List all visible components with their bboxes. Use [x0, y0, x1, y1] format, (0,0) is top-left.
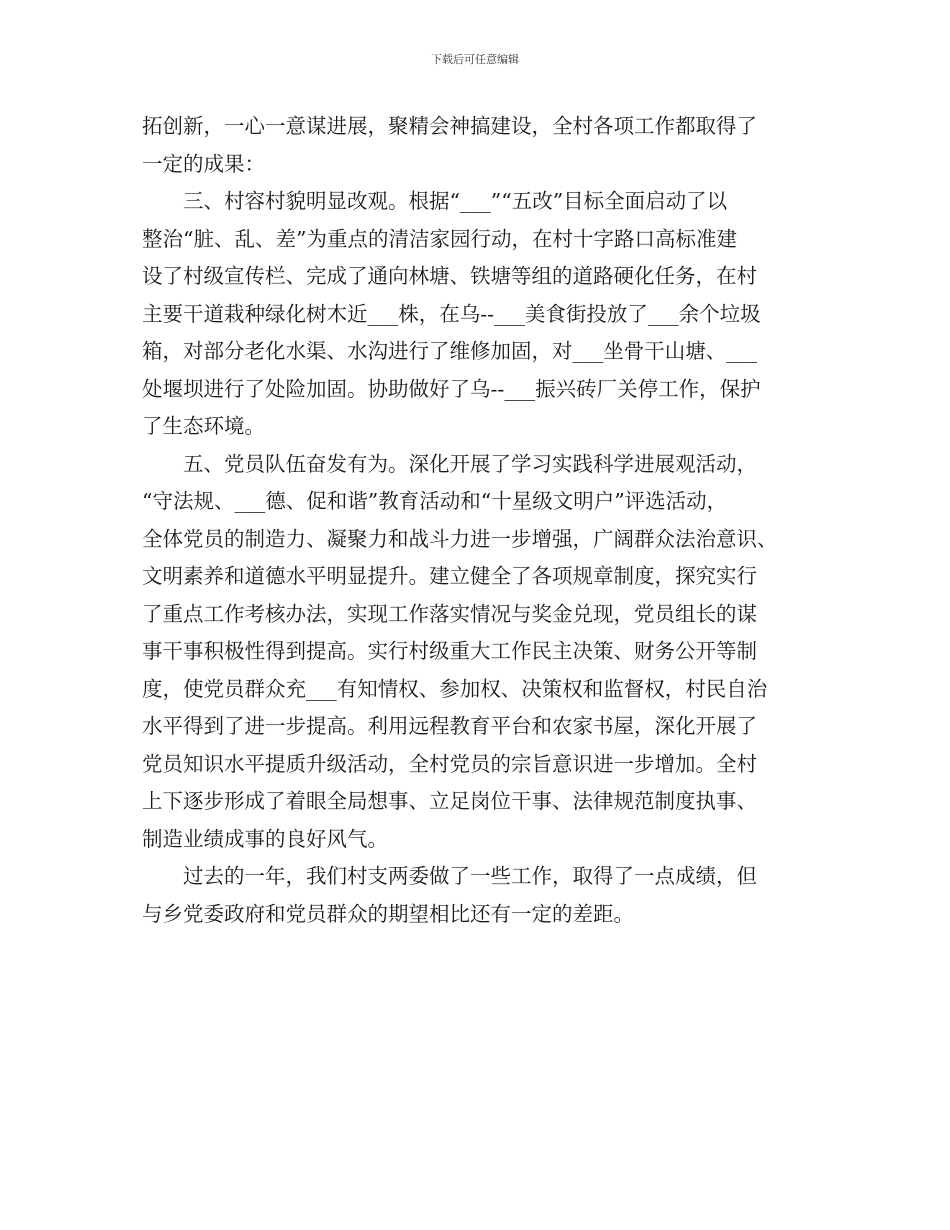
paragraph-conclusion: [142, 858, 827, 933]
text-line: 度，使党员群众充___有知情权、参加权、决策权和监督权，村民自治: [142, 676, 768, 701]
text-line: 制造业绩成事的良好风气。: [142, 826, 388, 851]
paragraph-party-members: [142, 446, 827, 859]
page-header: 下载后可任意编辑: [431, 53, 519, 66]
text-line: 了生态环境。: [142, 414, 265, 438]
text-line: 水平得到了进一步提高。利用远程教育平台和农家书屋，深化开展了: [142, 714, 757, 738]
text-line: “守法规、___德、促和谐”教育活动和“十星级文明户”评选活动，: [142, 489, 728, 513]
paragraph-village-appearance: [142, 183, 827, 446]
text-line: 五、党员队伍奋发有为。深化开展了学习实践科学进展观活动，: [142, 451, 757, 476]
text-line: 三、村容村貌明显改观。根据“___”“五改”目标全面启动了以: [142, 189, 728, 213]
document-body: [142, 108, 827, 933]
text-line: 事干事积极性得到提高。实行村级重大工作民主决策、财务公开等制: [142, 639, 757, 663]
text-line: 全体党员的制造力、凝聚力和战斗力进一步增强，广阔群众法治意识、: [142, 526, 778, 551]
text-line: 箱，对部分老化水渠、水沟进行了维修加固，对___坐骨干山塘、___: [142, 339, 757, 363]
text-line: 整治“脏、乱、差”为重点的清洁家园行动，在村十字路口高标准建: [142, 226, 737, 251]
text-line: 了重点工作考核办法，实现工作落实情况与奖金兑现，党员组长的谋: [142, 601, 757, 626]
text-line: 主要干道栽种绿化树木近___株，在乌--___美食街投放了___余个垃圾: [142, 301, 761, 326]
text-line: 拓创新，一心一意谋进展，聚精会神搞建设，全村各项工作都取得了: [142, 114, 757, 138]
text-line: 过去的一年，我们村支两委做了一些工作，取得了一点成绩，但: [142, 864, 757, 888]
text-line: 与乡党委政府和党员群众的期望相比还有一定的差距。: [142, 901, 634, 926]
paragraph-continuation: [142, 108, 827, 183]
text-line: 党员知识水平提质升级活动，全村党员的宗旨意识进一步增加。全村: [142, 751, 757, 776]
text-line: 设了村级宣传栏、完成了通向林塘、铁塘等组的道路硬化任务，在村: [142, 264, 757, 288]
text-line: 一定的成果：: [142, 151, 265, 176]
text-line: 处堰坝进行了处险加固。协助做好了乌--___振兴砖厂关停工作，保护: [142, 376, 761, 401]
text-line: 文明素养和道德水平明显提升。建立健全了各项规章制度，探究实行: [142, 564, 757, 588]
text-line: 上下逐步形成了着眼全局想事、立足岗位干事、法律规范制度执事、: [142, 789, 757, 813]
